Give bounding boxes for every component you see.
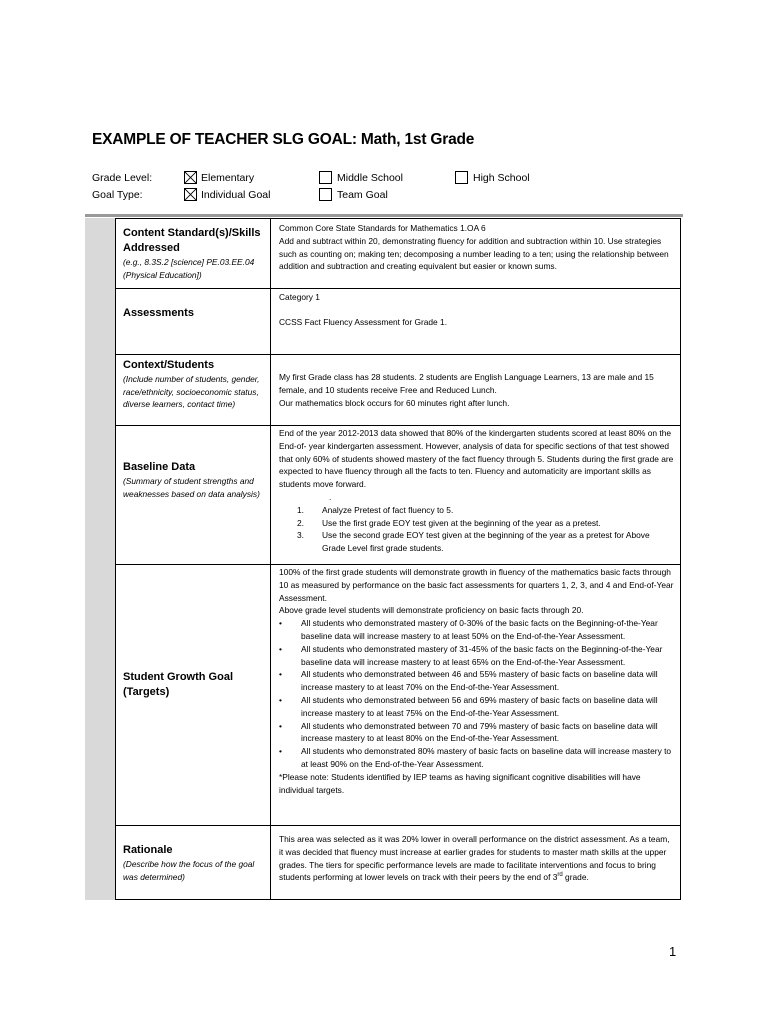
page-number: 1 (669, 944, 677, 959)
growth-goal-heading: Student Growth Goal (Targets) (123, 671, 233, 698)
baseline-paragraph: End of the year 2012-2013 data showed that 80% of the kindergarten students scored at least 80% on the End-of- year kindergarten assessment. However, analysis of data for specific sections of that test showed that only 60% of students showed mastery of the fact fluency through 5. Students during the first grade are expected to have fluency through all the facts to ten. Fluency and automaticity are important skills as students move forward. (279, 428, 674, 490)
content-standards-sub: (e.g., 8.3S.2 [science] PE.03.EE.04 (Physical Education]) (123, 257, 255, 280)
goal-type-label: Goal Type: (92, 189, 143, 201)
row-label-cell (116, 289, 271, 354)
list-item: • All students who demonstrated between 56 and 69% mastery of basic facts on baseline data will increase mastery to at least 75% on the End-of-the-Year Assessment. (279, 694, 658, 718)
grade-level-row (92, 172, 592, 188)
checkbox-middle-school[interactable] (319, 171, 332, 184)
list-item: • All students who demonstrated mastery of 0-30% of the basic facts on the Beginning-of-the-Year baseline data will increase mastery to at least 50% on the End-of-the-Year Assessment. (279, 618, 658, 641)
table-row-growth-goal (116, 565, 680, 826)
rationale-text: This area was selected as it was 20% lower in overall performance on the district assessment. As a team, it was decided that fluency must increase at earlier grades for students to master math skills at the upper grades. The tiers for specific performance levels are made to facilitate interventions and focus to bring students performing at lower levels on track with their peers by the end of 3rd grade. (279, 834, 670, 883)
assessments-line: Category 1 (279, 292, 320, 302)
row-label-cell (116, 426, 271, 564)
check-x-icon (185, 189, 196, 200)
table-top-rule (85, 214, 683, 217)
assessments-cell (271, 289, 680, 354)
rationale-sub: (Describe how the focus of the goal was determined) (123, 859, 255, 882)
option-team-goal: Team Goal (337, 189, 388, 201)
option-individual-goal: Individual Goal (201, 189, 271, 201)
list-item: 3. Use the second grade EOY test given at the beginning of the year as a pretest for Above Grade Level first grade students. (297, 530, 650, 554)
growth-note: *Please note: Students identified by IEP teams as having significant cognitive disabilities will have individual targets. (279, 771, 641, 795)
row-label-cell (116, 355, 271, 425)
content-standards-heading: Content Standard(s)/Skills Addressed (123, 227, 261, 254)
list-item: 1. Analyze Pretest of fact fluency to 5. (297, 504, 454, 515)
option-high-school: High School (473, 172, 530, 184)
row-label-cell (116, 826, 271, 899)
growth-goal-cell (271, 565, 680, 825)
list-item: • All students who demonstrated mastery of 31-45% of the basic facts on the Beginning-of-the-Year baseline data will increase mastery to at least 65% on the End-of-the-Year Assessment. (279, 643, 663, 667)
row-label-cell (116, 219, 271, 288)
list-item: • All students who demonstrated between 70 and 79% mastery of basic facts on baseline data will increase mastery to at least 80% on the End-of-the-Year Assessment. (279, 720, 658, 744)
list-item: • All students who demonstrated between 46 and 55% mastery of basic facts on baseline data will increase mastery to at least 70% on the End-of-the-Year Assessment. (279, 669, 658, 693)
context-cell (271, 355, 680, 425)
checkbox-individual-goal[interactable] (184, 188, 197, 201)
grade-level-label: Grade Level: (92, 172, 153, 184)
list-item: 2. Use the first grade EOY test given at the beginning of the year as a pretest. (297, 517, 601, 528)
table-row-rationale (116, 826, 680, 899)
growth-paragraph: 100% of the first grade students will demonstrate growth in fluency of the mathematics basic facts through 10 as measured by performance on the basic fact assessments for quarters 1, 2, 3, and 4 and End-of-Year Assessment. (279, 567, 674, 603)
context-line: My first Grade class has 28 students. 2 students are English Language Learners, 13 are male and 15 female, and 10 students receive Free and Reduced Lunch. (279, 372, 654, 395)
rationale-heading: Rationale (123, 844, 173, 856)
table-row-assessments (116, 289, 680, 355)
baseline-dot: . (329, 491, 332, 502)
table-row-context (116, 355, 680, 426)
content-standards-line: Common Core State Standards for Mathematics 1.OA 6 (279, 223, 486, 233)
table-row-baseline (116, 426, 680, 565)
option-elementary: Elementary (201, 172, 255, 184)
option-middle-school: Middle School (337, 172, 403, 184)
check-x-icon (185, 172, 196, 183)
rationale-cell (271, 826, 680, 899)
table-left-gutter (85, 218, 115, 900)
context-sub: (Include number of students, gender, race/ethnicity, socioeconomic status, diverse learners, contact time) (123, 374, 260, 409)
content-standards-line: Add and subtract within 20, demonstrating fluency for addition and subtraction within 10. Use strategies such as counting on; making ten; decomposing a number leading to a ten; using the relationship between addition and subtraction and creating equivalent but easier or known sums. (279, 235, 669, 272)
slg-goal-table (115, 218, 681, 900)
goal-type-row (92, 189, 592, 205)
checkbox-high-school[interactable] (455, 171, 468, 184)
context-line: Our mathematics block occurs for 60 minutes right after lunch. (279, 397, 510, 408)
row-label-cell (116, 565, 271, 825)
list-item: • All students who demonstrated 80% mastery of basic facts on baseline data will increase mastery to at least 90% on the End-of-the-Year Assessment. (279, 746, 672, 769)
context-heading: Context/Students (123, 359, 215, 371)
table-row-content-standards (116, 219, 680, 289)
growth-paragraph: Above grade level students will demonstrate proficiency on basic facts through 20. (279, 605, 584, 616)
growth-targets-list (279, 617, 674, 771)
baseline-sub: (Summary of student strengths and weaknesses based on data analysis) (123, 476, 260, 499)
assessments-line: CCSS Fact Fluency Assessment for Grade 1. (279, 316, 448, 327)
baseline-list (279, 504, 674, 555)
checkbox-elementary[interactable] (184, 171, 197, 184)
baseline-heading: Baseline Data (123, 461, 196, 473)
checkbox-team-goal[interactable] (319, 188, 332, 201)
assessments-heading: Assessments (123, 307, 194, 319)
baseline-cell (271, 426, 680, 564)
content-standards-cell (271, 219, 680, 288)
page-title: EXAMPLE OF TEACHER SLG GOAL: Math, 1st Grade (92, 131, 475, 148)
